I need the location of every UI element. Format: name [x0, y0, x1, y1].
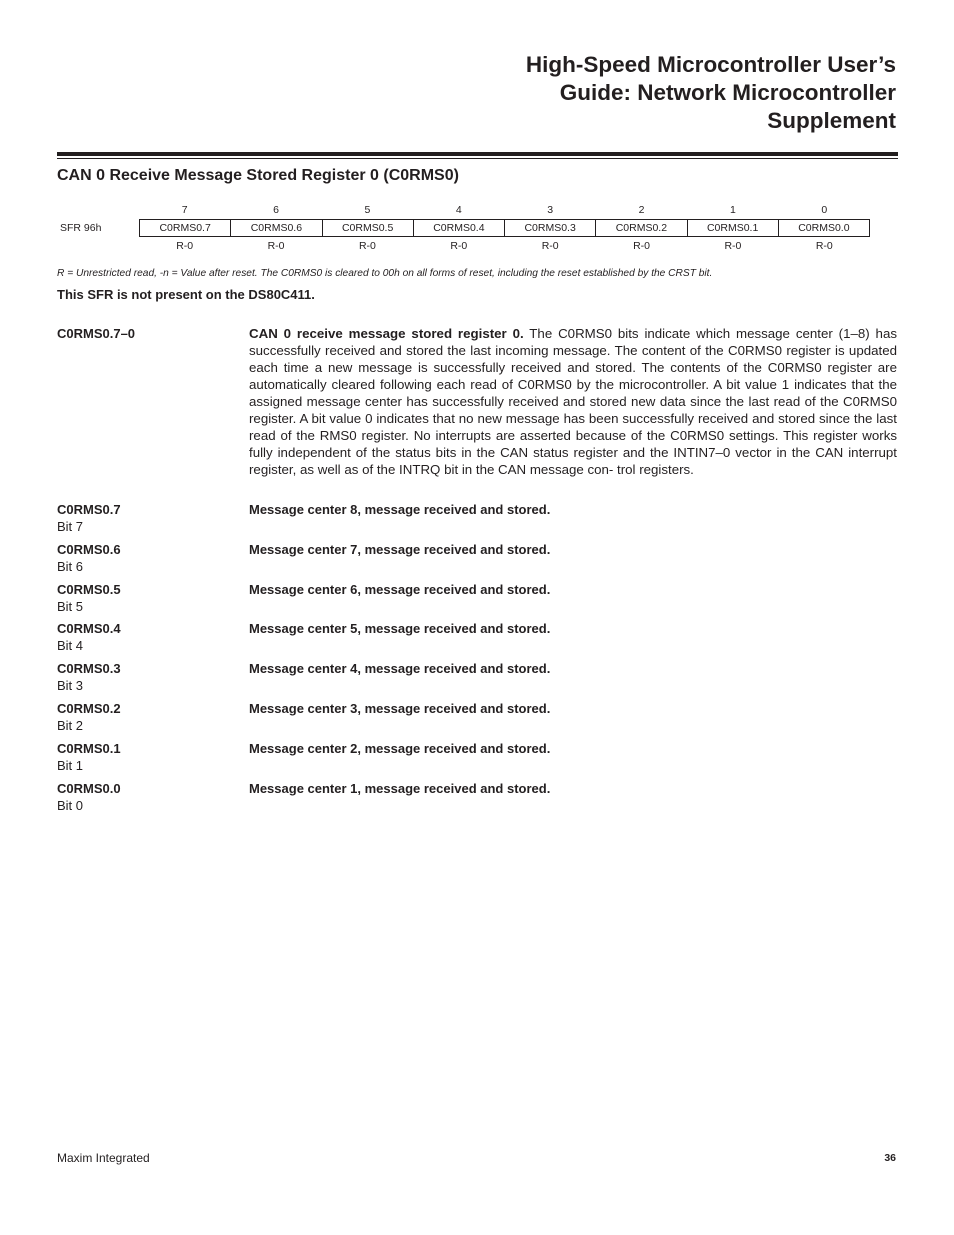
register-bit-numbers [139, 204, 870, 216]
bit-name: C0RMS0.3 [57, 661, 121, 676]
bit-number: 4 [455, 204, 462, 216]
register-bit-cell: C0RMS0.4 [414, 220, 505, 236]
bit-description: Message center 8, message received and stored. [249, 502, 551, 517]
bit-number: 2 [638, 204, 645, 216]
bit-name: C0RMS0.6 [57, 542, 121, 557]
availability-note: This SFR is not present on the DS80C411. [57, 287, 315, 302]
register-bit-table [139, 219, 870, 237]
header-rule-thick [57, 152, 898, 156]
register-field-name: C0RMS0.7–0 [57, 326, 136, 341]
bit-index: Bit 5 [57, 599, 84, 614]
register-reset-values [139, 240, 870, 252]
bit-index: Bit 0 [57, 798, 84, 813]
reset-value: R-0 [724, 240, 742, 252]
reset-value: R-0 [176, 240, 194, 252]
reset-value: R-0 [358, 240, 376, 252]
bit-entry [57, 621, 897, 657]
bit-index: Bit 7 [57, 519, 84, 534]
bit-name: C0RMS0.4 [57, 621, 121, 636]
bit-entry [57, 582, 897, 618]
bit-description: Message center 2, message received and stored. [249, 741, 551, 756]
register-legend-note: R = Unrestricted read, -n = Value after reset. The C0RMS0 is cleared to 00h on all forms of reset, including the reset established by the CRST bit. [57, 268, 713, 279]
bit-index: Bit 4 [57, 638, 84, 653]
bit-description: Message center 3, message received and stored. [249, 701, 551, 716]
bit-entry [57, 701, 897, 737]
title-line: High-Speed Microcontroller User’s [525, 52, 896, 77]
bit-description: Message center 1, message received and stored. [249, 781, 551, 796]
title-line: Guide: Network Microcontroller [559, 80, 896, 105]
header-rule-thin [57, 158, 898, 159]
register-bit-cell: C0RMS0.0 [798, 222, 850, 234]
bit-description: Message center 6, message received and stored. [249, 582, 551, 597]
reset-value: R-0 [633, 240, 651, 252]
bit-entry [57, 502, 897, 538]
bit-entry [57, 741, 897, 777]
reset-value: R-0 [450, 240, 468, 252]
bit-name: C0RMS0.1 [57, 741, 121, 756]
register-bit-cell: C0RMS0.6 [231, 220, 322, 236]
bit-index: Bit 2 [57, 718, 84, 733]
bit-number: 1 [730, 204, 736, 216]
register-description [249, 325, 897, 478]
register-bit-cell: C0RMS0.5 [323, 220, 414, 236]
register-description-lead: CAN 0 receive message stored register 0. [249, 326, 524, 341]
bit-index: Bit 1 [57, 758, 84, 773]
bit-entry [57, 781, 897, 817]
bit-number: 6 [273, 204, 279, 216]
footer-page-number: 36 [884, 1152, 896, 1164]
bit-index: Bit 3 [57, 678, 84, 693]
bit-description: Message center 7, message received and stored. [249, 542, 551, 557]
reset-value: R-0 [541, 240, 559, 252]
bit-name: C0RMS0.5 [57, 582, 121, 597]
reset-value: R-0 [815, 240, 833, 252]
reset-value: R-0 [267, 240, 285, 252]
bit-number: 3 [547, 204, 554, 216]
bit-description: Message center 4, message received and stored. [249, 661, 551, 676]
register-description-body: The C0RMS0 bits indicate which message center (1–8) has successfully received and stored the last incoming message. The content of the C0RMS0 register is updated each time a new message is successfully received and stored. The contents of the C0RMS0 register are automatically cleared following each read of C0RMS0 by the microcontroller. A bit value 1 indicates that the assigned message center has successfully received and stored new data since the last read of the C0RMS0 register. A bit value 0 indicates that no new message has been successfully received and stored since the last read of the RMS0 register. No interrupts are asserted because of the C0RMS0 settings. This register works fully independent of the status bits in the CAN status register and the INTIN7–0 vector in the CAN interrupt register, as well as of the INTRQ bit in the CAN message con- trol registers. [249, 326, 897, 477]
bit-number: 7 [181, 204, 188, 216]
section-title: CAN 0 Receive Message Stored Register 0 (C0RMS0) [57, 167, 459, 184]
bit-name: C0RMS0.7 [57, 502, 121, 517]
document-title [296, 51, 896, 135]
bit-name: C0RMS0.0 [57, 781, 121, 796]
bit-number: 0 [821, 204, 828, 216]
bit-number: 5 [364, 204, 371, 216]
bit-name: C0RMS0.2 [57, 701, 121, 716]
footer-company: Maxim Integrated [57, 1151, 150, 1165]
sfr-address-label: SFR 96h [60, 222, 102, 234]
register-bit-cell: C0RMS0.1 [688, 220, 779, 236]
bit-description: Message center 5, message received and stored. [249, 621, 551, 636]
bit-index: Bit 6 [57, 559, 84, 574]
title-line: Supplement [767, 108, 896, 133]
register-bit-cell: C0RMS0.2 [596, 220, 687, 236]
bit-entry [57, 661, 897, 697]
register-bit-cell: C0RMS0.3 [505, 220, 596, 236]
register-bit-cell: C0RMS0.7 [140, 220, 231, 236]
bit-entry [57, 542, 897, 578]
